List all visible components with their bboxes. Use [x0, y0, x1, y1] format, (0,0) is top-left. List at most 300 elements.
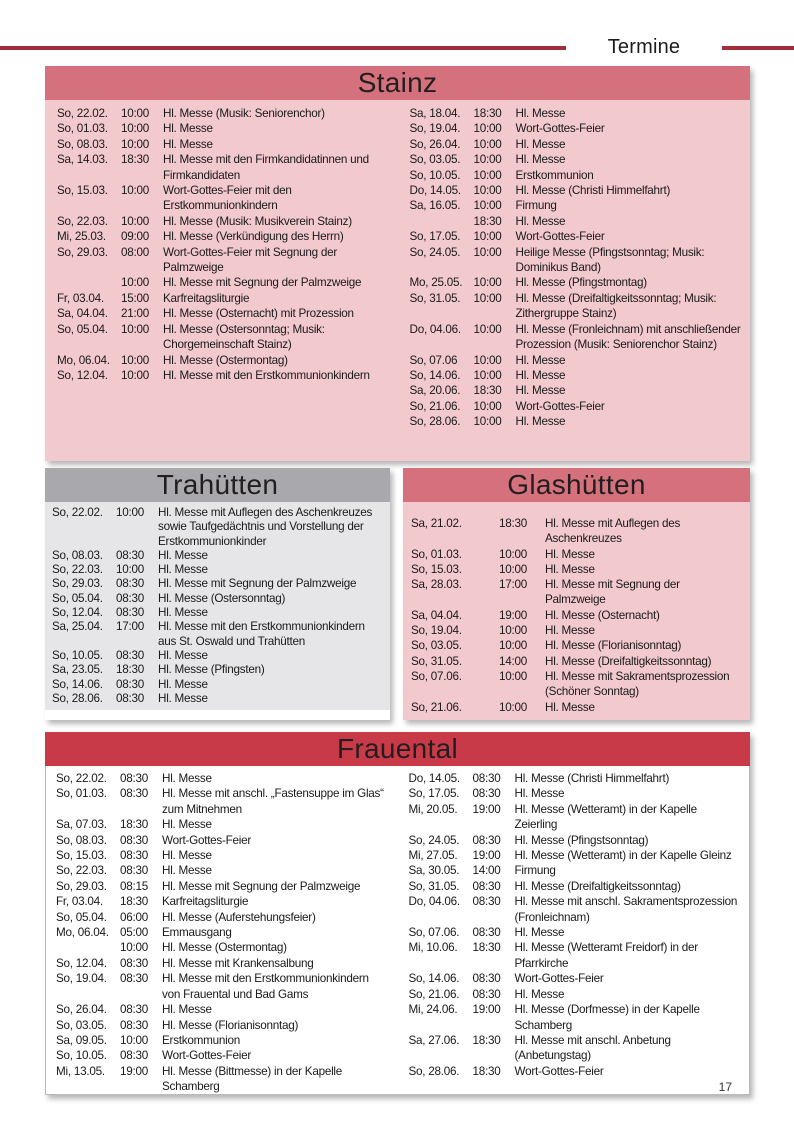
event-date: So, 17.05.	[409, 230, 461, 244]
event-date: So, 31.05.	[411, 654, 462, 668]
event-row	[411, 623, 742, 638]
event-time: 10:00	[473, 184, 502, 198]
event-time: 10:00	[116, 506, 144, 519]
event-description: Hl. Messe	[515, 353, 566, 367]
event-description: Hl. Messe (Dorfmesse) in der Kapelle Schamberg	[514, 1003, 700, 1032]
event-row	[56, 956, 389, 971]
event-date: So, 17.05.	[408, 787, 460, 801]
section-title-stainz: Stainz	[45, 66, 750, 100]
event-time: 10:00	[120, 941, 148, 955]
event-date: So, 24.05.	[409, 245, 461, 259]
event-description: Hl. Messe (Wetteramt Freidorf) in der Pfarrkirche	[514, 941, 698, 970]
event-description: Hl. Messe	[515, 384, 566, 398]
event-date: So, 21.06.	[409, 399, 461, 413]
event-date: So, 12.04.	[56, 956, 107, 970]
event-row	[410, 229, 743, 244]
event-description: Hl. Messe	[158, 563, 208, 577]
event-time: 10:00	[473, 230, 502, 244]
event-row	[52, 563, 384, 577]
event-row	[409, 987, 742, 1002]
event-description: Hl. Messe mit den Erstkommunionkindern	[163, 368, 370, 382]
frauental-column-2	[409, 771, 742, 1094]
event-date: Mi, 24.06.	[408, 1003, 458, 1017]
event-date: So, 24.05.	[408, 833, 460, 847]
event-description: Hl. Messe mit anschl. „Fastensuppe im Glas“ zum Mitnehmen	[162, 787, 384, 816]
event-date: So, 07.06.	[408, 926, 460, 940]
event-time: 19:00	[472, 802, 501, 816]
event-date: Mo, 06.04.	[57, 353, 110, 367]
event-description: Hl. Messe (Christi Himmelfahrt)	[515, 184, 671, 198]
event-description: Hl. Messe	[545, 700, 595, 714]
event-time: 10:00	[121, 107, 149, 120]
event-time: 10:00	[121, 137, 149, 151]
event-row	[410, 322, 743, 353]
event-time: 10:00	[473, 276, 502, 290]
event-date: So, 29.03.	[52, 577, 103, 591]
event-row	[410, 137, 743, 152]
event-time: 10:00	[473, 153, 502, 167]
event-time: 10:00	[499, 624, 527, 638]
event-row	[56, 971, 389, 1002]
event-date: Mi, 25.03.	[57, 230, 106, 244]
event-description: Wort-Gottes-Feier	[515, 122, 605, 136]
event-time: 08:30	[472, 987, 501, 1001]
event-date: So, 03.05.	[409, 153, 461, 167]
event-date: So, 21.06.	[411, 700, 462, 714]
event-description: Hl. Messe (Dreifaltigkeitssonntag)	[514, 879, 681, 893]
event-row	[410, 414, 743, 429]
event-date: So, 31.05.	[408, 879, 460, 893]
event-row	[52, 692, 384, 706]
event-row	[57, 306, 390, 321]
event-description: Erstkommunion	[515, 168, 594, 182]
event-time: 08:30	[120, 772, 148, 785]
event-description: Hl. Messe (Dreifaltigkeitssonntag; Musik: Zithergruppe Stainz)	[515, 291, 717, 321]
stainz-column-1	[57, 106, 390, 461]
event-description: Hl. Messe (Christi Himmelfahrt)	[514, 772, 670, 785]
event-row	[57, 322, 390, 353]
event-description: Hl. Messe	[515, 368, 566, 382]
event-description: Hl. Messe (Wetteramt) in der Kapelle Zeierling	[514, 802, 697, 832]
event-date: So, 07.06.	[411, 669, 462, 683]
event-date: Sa, 27.06.	[408, 1033, 460, 1047]
section-body-stainz	[45, 100, 750, 461]
event-time: 08:30	[120, 864, 148, 878]
event-row	[56, 879, 389, 894]
event-date: So, 14.06.	[52, 677, 103, 691]
event-time: 08:30	[472, 926, 501, 940]
event-description: Hl. Messe	[545, 624, 595, 638]
event-description: Hl. Messe	[162, 772, 212, 785]
event-time: 19:00	[499, 608, 527, 622]
event-date: So, 03.05.	[56, 1018, 107, 1032]
event-description: Hl. Messe mit anschl. Sakramentsprozession (Fronleichnam)	[514, 895, 738, 924]
event-description: Hl. Messe (Florianisonntag)	[545, 639, 682, 653]
event-description: Hl. Messe	[158, 606, 208, 620]
event-date: Sa, 14.03.	[57, 153, 108, 167]
section-glashuetten	[403, 468, 750, 720]
event-row	[52, 678, 384, 692]
event-row	[56, 863, 389, 878]
event-description: Hl. Messe mit den Firmkandidatinnen und Firmkandidaten	[163, 153, 369, 182]
section-title-trahuetten: Trahütten	[45, 468, 390, 502]
event-date: So, 21.06.	[408, 987, 460, 1001]
stainz-column-2	[410, 106, 743, 461]
event-description: Hl. Messe (Musik: Seniorenchor)	[163, 107, 325, 120]
event-time: 08:30	[472, 833, 501, 847]
event-row	[56, 817, 389, 832]
event-date: Mo, 25.05.	[409, 276, 463, 290]
event-date: So, 19.04.	[409, 122, 461, 136]
event-row	[410, 198, 743, 213]
event-description: Hl. Messe	[162, 849, 212, 863]
event-date: Mi, 20.05.	[408, 802, 458, 816]
event-row	[411, 608, 742, 623]
event-row	[409, 863, 742, 878]
event-description: Hl. Messe	[163, 137, 213, 151]
event-description: Hl. Messe	[514, 987, 565, 1001]
event-date: Sa, 04.04.	[411, 608, 462, 622]
event-row	[410, 383, 743, 398]
event-row	[411, 547, 742, 562]
event-date: Mi, 10.06.	[408, 941, 458, 955]
event-time: 08:30	[116, 577, 144, 591]
event-row	[410, 399, 743, 414]
event-time: 10:00	[473, 245, 502, 259]
event-description: Karfreitagsliturgie	[162, 895, 249, 909]
event-description: Hl. Messe mit den Erstkommunionkindern von Frauental und Bad Gams	[162, 972, 369, 1001]
event-date: So, 01.03.	[57, 122, 108, 136]
event-date: Do, 04.06.	[409, 322, 461, 336]
event-time: 08:30	[116, 648, 144, 662]
event-time: 10:00	[473, 137, 502, 151]
event-time: 18:30	[472, 1033, 501, 1047]
section-body-trahuetten	[45, 502, 390, 710]
header-rule-right	[722, 46, 794, 50]
event-date: Sa, 09.05.	[56, 1033, 107, 1047]
event-date: So, 03.05.	[411, 639, 462, 653]
event-time: 10:00	[499, 669, 527, 683]
event-date	[410, 214, 474, 229]
event-time: 10:00	[473, 322, 502, 336]
event-description: Hl. Messe mit Auflegen des Aschenkreuzes	[545, 517, 681, 546]
event-date: Sa, 30.05.	[408, 864, 460, 878]
event-date: So, 08.03.	[57, 137, 108, 151]
event-description: Hl. Messe (Ostersonntag; Musik: Chorgemeinschaft Stainz)	[163, 322, 325, 352]
event-time: 18:30	[121, 153, 149, 167]
event-time: 10:00	[473, 291, 502, 305]
section-title-frauental: Frauental	[45, 732, 750, 766]
event-date: Sa, 18.04.	[409, 107, 461, 120]
glashuetten-column-1	[411, 516, 742, 715]
event-description: Hl. Messe (Fronleichnam) mit anschließender Prozession (Musik: Seniorenchor Stainz)	[515, 322, 741, 352]
event-time: 08:30	[116, 691, 144, 705]
event-row	[52, 620, 384, 649]
event-description: Wort-Gottes-Feier	[514, 1064, 604, 1078]
event-date: So, 22.03.	[57, 214, 108, 228]
event-time: 10:00	[473, 168, 502, 182]
event-date: So, 05.04.	[52, 591, 103, 605]
header-rule-left	[0, 46, 566, 50]
section-body-glashuetten	[403, 502, 750, 720]
event-description: Wort-Gottes-Feier mit den Erstkommunionkindern	[163, 184, 292, 213]
event-row	[57, 353, 390, 368]
event-time: 08:30	[116, 606, 144, 620]
event-row	[410, 214, 743, 229]
event-row	[52, 549, 384, 563]
event-description: Hl. Messe (Florianisonntag)	[162, 1018, 299, 1032]
event-date: So, 12.04.	[52, 606, 103, 620]
event-time: 08:30	[116, 591, 144, 605]
event-time: 15:00	[121, 291, 149, 305]
event-date: Sa, 28.03.	[411, 578, 462, 592]
event-row	[411, 700, 742, 715]
event-row	[52, 506, 384, 549]
event-row	[410, 245, 743, 276]
event-description: Hl. Messe mit Segnung der Palmzweige	[163, 276, 362, 290]
event-row	[410, 121, 743, 136]
event-description: Hl. Messe	[158, 677, 208, 691]
trahuetten-column-1	[52, 506, 384, 706]
event-time: 19:00	[472, 849, 501, 863]
event-description: Erstkommunion	[162, 1033, 240, 1047]
event-date: So, 01.03.	[411, 547, 462, 561]
event-description: Hl. Messe	[545, 547, 595, 561]
event-description: Hl. Messe mit anschl. Anbetung (Anbetungstag)	[514, 1033, 671, 1063]
event-row	[409, 833, 742, 848]
event-date: So, 10.05.	[409, 168, 461, 182]
event-description: Hl. Messe (Wetteramt) in der Kapelle Gleinz	[514, 849, 732, 863]
event-description: Hl. Messe	[158, 648, 208, 662]
event-time: 10:00	[121, 276, 149, 290]
event-date: Fr, 03.04.	[56, 895, 103, 909]
event-description: Hl. Messe (Dreifaltigkeitssonntag)	[545, 654, 712, 668]
event-description: Hl. Messe mit Krankensalbung	[162, 956, 314, 970]
event-date: So, 14.06.	[409, 368, 461, 382]
event-description: Hl. Messe mit Segnung der Palmzweige	[545, 578, 680, 607]
event-row	[56, 833, 389, 848]
event-description: Hl. Messe mit Segnung der Palmzweige	[162, 879, 361, 893]
event-description: Hl. Messe	[163, 122, 213, 136]
event-row	[409, 786, 742, 801]
event-time: 10:00	[473, 415, 502, 429]
event-time: 14:00	[499, 654, 527, 668]
event-time: 19:00	[120, 1064, 148, 1078]
event-date: So, 28.06.	[408, 1064, 460, 1078]
event-row	[57, 152, 390, 183]
event-time: 10:00	[473, 399, 502, 413]
event-row	[409, 1064, 742, 1079]
event-time: 05:00	[120, 926, 148, 940]
event-row	[57, 368, 390, 383]
event-row	[56, 1018, 389, 1033]
event-row	[56, 848, 389, 863]
event-time: 09:00	[121, 230, 149, 244]
event-date: Sa, 25.04.	[52, 620, 103, 634]
event-row	[57, 291, 390, 306]
event-row	[410, 368, 743, 383]
event-time: 21:00	[121, 307, 149, 321]
frauental-column-1	[56, 771, 389, 1094]
event-time: 18:30	[120, 818, 148, 832]
event-description: Hl. Messe	[515, 415, 566, 429]
event-date: So, 08.03.	[56, 833, 107, 847]
schedule-content	[45, 66, 750, 1095]
event-row	[56, 894, 389, 909]
event-row	[57, 137, 390, 152]
event-time: 08:30	[120, 1018, 148, 1032]
event-row	[409, 848, 742, 863]
event-time: 18:30	[472, 941, 501, 955]
event-description: Wort-Gottes-Feier	[515, 399, 605, 413]
event-row	[52, 592, 384, 606]
event-time: 17:00	[116, 620, 144, 634]
event-row	[411, 669, 742, 700]
event-date: Do, 14.05.	[409, 184, 461, 198]
event-time: 08:30	[472, 895, 501, 909]
event-description: Hl. Messe (Pfingsten)	[158, 663, 265, 677]
event-date: So, 05.04.	[57, 322, 108, 336]
event-row	[409, 802, 742, 833]
event-time: 10:00	[121, 368, 149, 382]
event-date: So, 22.03.	[52, 563, 103, 577]
event-time: 18:30	[473, 214, 502, 228]
event-time: 10:00	[473, 353, 502, 367]
event-date: So, 28.06.	[52, 691, 103, 705]
event-description: Hl. Messe	[515, 153, 566, 167]
event-date: So, 07.06	[409, 353, 458, 367]
event-date: So, 15.03.	[411, 562, 462, 576]
event-description: Hl. Messe (Osternacht) mit Prozession	[163, 307, 354, 321]
event-time: 08:30	[120, 849, 148, 863]
event-row	[409, 894, 742, 925]
event-description: Hl. Messe (Pfingstmontag)	[515, 276, 647, 290]
event-row	[57, 229, 390, 244]
section-trahuetten	[45, 468, 390, 720]
event-time: 08:30	[120, 972, 148, 986]
event-time: 10:00	[499, 562, 527, 576]
event-description: Hl. Messe	[514, 787, 565, 801]
event-row	[409, 1033, 742, 1064]
event-date: Mi, 27.05.	[408, 849, 458, 863]
event-row	[56, 1033, 389, 1048]
event-time: 19:00	[472, 1003, 501, 1017]
event-date: Mi, 13.05.	[56, 1064, 105, 1078]
event-date: So, 22.02.	[57, 107, 108, 120]
event-row	[410, 291, 743, 322]
event-description: Hl. Messe (Auferstehungsfeier)	[162, 910, 316, 924]
event-time: 10:00	[499, 547, 527, 561]
event-date: So, 28.06.	[409, 415, 461, 429]
event-description: Hl. Messe (Ostermontag)	[162, 941, 287, 955]
event-date: So, 01.03.	[56, 787, 107, 801]
event-row	[410, 168, 743, 183]
event-date: Mo, 06.04.	[56, 926, 109, 940]
event-row	[409, 1002, 742, 1033]
event-row	[409, 879, 742, 894]
event-date: So, 08.03.	[52, 548, 103, 562]
event-description: Wort-Gottes-Feier	[162, 1049, 252, 1063]
event-date: So, 05.04.	[56, 910, 107, 924]
event-date: So, 12.04.	[57, 368, 108, 382]
event-row	[410, 152, 743, 167]
event-row	[409, 940, 742, 971]
event-description: Hl. Messe	[515, 137, 566, 151]
event-time: 18:30	[473, 384, 502, 398]
event-date: So, 22.02.	[52, 506, 103, 519]
event-row	[56, 940, 389, 955]
event-time: 10:00	[121, 353, 149, 367]
event-date: So, 29.03.	[57, 245, 108, 259]
event-row	[409, 925, 742, 940]
event-date: So, 19.04.	[411, 624, 462, 638]
event-time: 08:30	[472, 772, 501, 785]
event-description: Hl. Messe mit Auflegen des Aschenkreuzes sowie Taufgedächtnis und Vorstellung der Erstkommunionkinder	[158, 506, 373, 548]
event-description: Hl. Messe (Ostersonntag)	[158, 591, 286, 605]
event-date: So, 22.03.	[56, 864, 107, 878]
event-time: 18:30	[472, 1064, 501, 1078]
event-date: So, 10.05.	[56, 1049, 107, 1063]
event-date: Sa, 21.02.	[411, 517, 462, 530]
section-body-frauental	[45, 766, 750, 1095]
event-row	[56, 786, 389, 817]
event-date: So, 19.04.	[56, 972, 107, 986]
event-time: 18:30	[499, 517, 527, 530]
event-time: 14:00	[472, 864, 501, 878]
event-row	[411, 654, 742, 669]
event-time: 10:00	[499, 700, 527, 714]
event-time: 18:30	[120, 895, 148, 909]
event-date: Fr, 03.04.	[57, 291, 104, 305]
event-time: 10:00	[473, 122, 502, 136]
event-row	[52, 606, 384, 620]
event-description: Hl. Messe (Pfingstsonntag)	[514, 833, 649, 847]
event-description: Firmung	[514, 864, 556, 878]
event-row	[410, 353, 743, 368]
event-description: Hl. Messe (Osternacht)	[545, 608, 660, 622]
event-description: Hl. Messe	[515, 214, 566, 228]
event-time: 08:30	[120, 1049, 148, 1063]
event-date: Sa, 04.04.	[57, 307, 108, 321]
section-frauental	[45, 732, 750, 1095]
event-time: 10:00	[121, 214, 149, 228]
event-row	[411, 638, 742, 653]
event-description: Hl. Messe	[515, 107, 566, 120]
event-description: Hl. Messe	[545, 562, 595, 576]
event-time: 08:30	[472, 972, 501, 986]
event-row	[409, 971, 742, 986]
event-description: Hl. Messe mit den Erstkommunionkindern aus St. Oswald und Trahütten	[158, 620, 365, 648]
event-row	[411, 516, 742, 547]
event-time: 08:30	[116, 548, 144, 562]
event-date: So, 26.04.	[409, 137, 461, 151]
event-time: 10:00	[473, 368, 502, 382]
event-description: Hl. Messe mit Sakramentsprozession (Schöner Sonntag)	[545, 669, 730, 699]
event-time: 18:30	[116, 663, 144, 677]
event-description: Hl. Messe	[158, 548, 208, 562]
event-date: So, 15.03.	[56, 849, 107, 863]
event-row	[57, 121, 390, 136]
event-time: 08:30	[120, 956, 148, 970]
event-time: 08:30	[116, 677, 144, 691]
event-time: 18:30	[473, 107, 502, 120]
event-description: Hl. Messe	[162, 818, 212, 832]
event-date	[57, 275, 121, 290]
event-row	[56, 925, 389, 940]
event-row	[410, 183, 743, 198]
event-time: 08:30	[120, 833, 148, 847]
event-time: 17:00	[499, 578, 527, 592]
